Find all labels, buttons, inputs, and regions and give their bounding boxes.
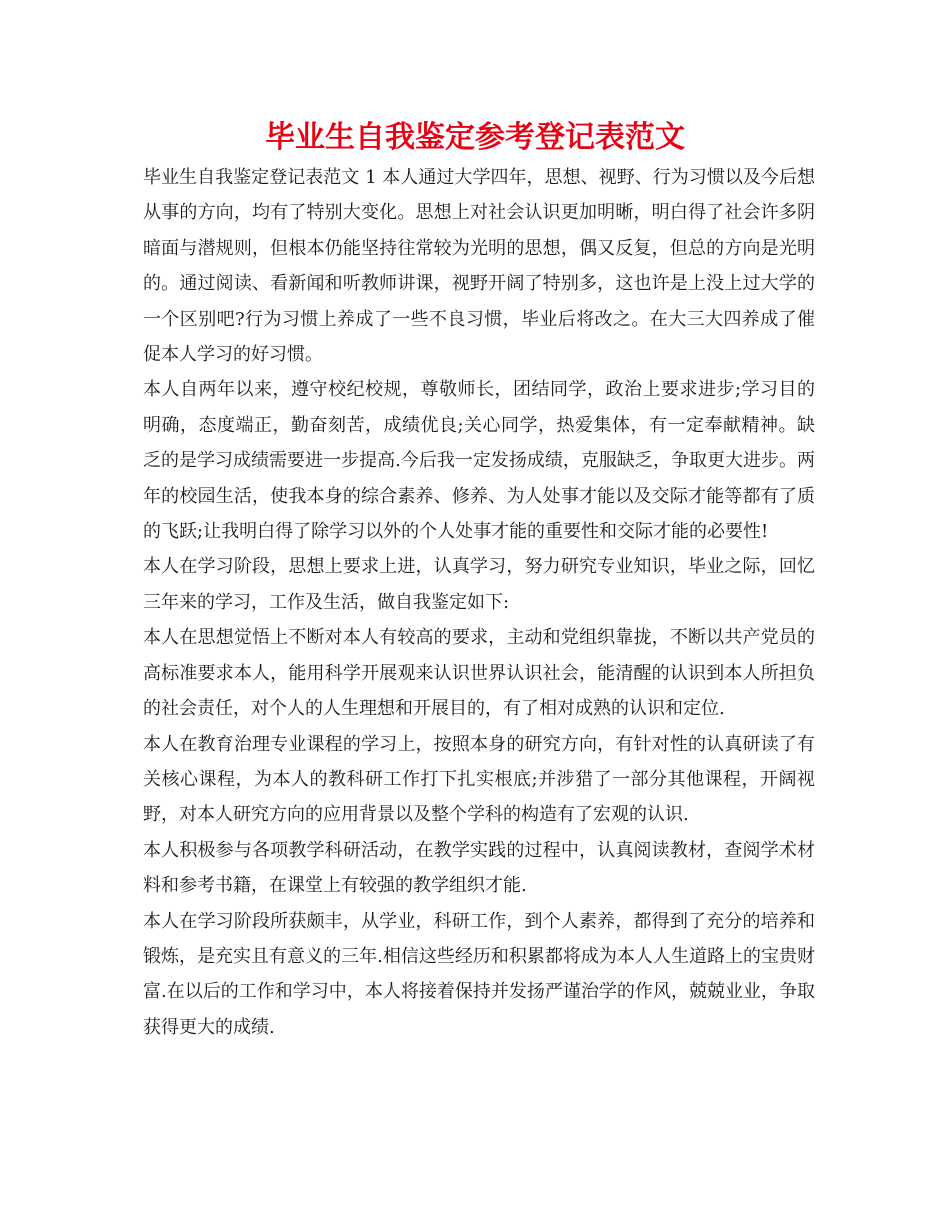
paragraph-4: 本人在思想觉悟上不断对本人有较高的要求，主动和党组织靠拢，不断以共产党员的高标准要求本人，能用科学开展观来认识世界认识社会，能清醒的认识到本人所担负的社会责任，对个人的人生理想和开展目的，有了相对成熟的认识和定位.	[143, 627, 815, 720]
document-body	[143, 160, 815, 1045]
paragraph-5: 本人在教育治理专业课程的学习上，按照本身的研究方向，有针对性的认真研读了有关核心课程，为本人的教科研工作打下扎实根底;并涉猎了一部分其他课程，开阔视野，对本人研究方向的应用背景以及整个学科的构造有了宏观的认识.	[143, 733, 815, 826]
document-title: 毕业生自我鉴定参考登记表范文	[265, 120, 685, 155]
paragraph-6: 本人积极参与各项教学科研活动，在教学实践的过程中，认真阅读教材，查阅学术材料和参考书籍，在课堂上有较强的教学组织才能.	[143, 839, 815, 897]
paragraph-1: 毕业生自我鉴定登记表范文 1 本人通过大学四年，思想、视野、行为习惯以及今后想从事的方向，均有了特别大变化。思想上对社会认识更加明晰，明白得了社会许多阴暗面与潜规则，但根本仍能坚持往常较为光明的思想，偶又反复，但总的方向是光明的。通过阅读、看新闻和听教师讲课，视野开阔了特别多，这也许是上没上过大学的一个区别吧?行为习惯上养成了一些不良习惯，毕业后将改之。在大三大四养成了催促本人学习的好习惯。	[143, 167, 815, 366]
paragraph-7: 本人在学习阶段所获颇丰，从学业，科研工作，到个人素养，都得到了充分的培养和锻炼，是充实且有意义的三年.相信这些经历和积累都将成为本人人生道路上的宝贵财富.在以后的工作和学习中，本人将接着保持并发扬严谨治学的作风，兢兢业业，争取获得更大的成绩.	[143, 910, 815, 1038]
paragraph-3: 本人在学习阶段，思想上要求上进，认真学习，努力研究专业知识，毕业之际，回忆三年来的学习，工作及生活，做自我鉴定如下:	[143, 556, 815, 613]
paragraph-2: 本人自两年以来，遵守校纪校规，尊敬师长，团结同学，政治上要求进步;学习目的明确，态度端正，勤奋刻苦，成绩优良;关心同学，热爱集体，有一定奉献精神。缺乏的是学习成绩需要进一步提高.今后我一定发扬成绩，克服缺乏，争取更大进步。两年的校园生活，使我本身的综合素养、修养、为人处事才能以及交际才能等都有了质的飞跃;让我明白得了除学习以外的个人处事才能的重要性和交际才能的必要性!	[143, 379, 815, 543]
